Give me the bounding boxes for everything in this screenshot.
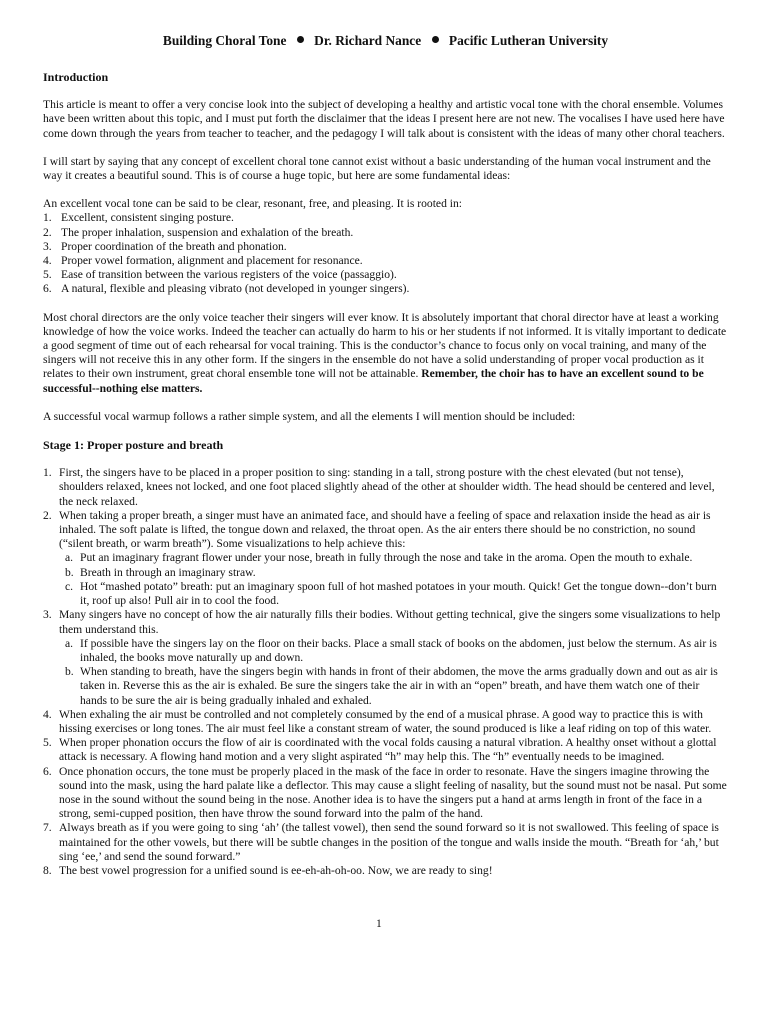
sublist-item-text: When standing to breath, have the singers begin with hands in front of their abdomen, the move the arms gradually down and out as air is taken in. Reverse this as the air is exhaled. Be sure the singers take the air in with an “open” breath, and have them watch one of their hands to be sure the air is being gradually inhaled and exhaled. — [80, 665, 718, 707]
document-title — [43, 33, 728, 49]
stage1-item — [43, 736, 728, 764]
stage1-item — [43, 708, 728, 736]
list-item-text: The proper inhalation, suspension and exhalation of the breath. — [61, 225, 354, 239]
warmup-paragraph: A successful vocal warmup follows a rather simple system, and all the elements I will mention should be included: — [43, 409, 576, 423]
stage1-item-text: Many singers have no concept of how the air naturally fills their bodies. Without getting technical, give the singers some visualizations to help them understand this. — [59, 608, 721, 636]
stage1-item-text: When taking a proper breath, a singer must have an animated face, and should have a feeling of space and relaxation inside the head as air is inhaled. The soft palate is lifted, the tongue down and relaxed, the throat open. As the air enters there should be no constriction, no sound (“silent breath, or warm breath”). Some visualizations to help achieve this: — [59, 508, 711, 551]
title-part-1: Building Choral Tone — [162, 33, 287, 48]
stage1-subitem — [65, 566, 728, 580]
stage1-subitem — [65, 551, 728, 565]
stage1-item — [43, 509, 728, 608]
list-number: 1. — [43, 466, 52, 480]
list-number: 2. — [43, 225, 52, 239]
stage1-item — [43, 821, 728, 864]
list-item-text: Proper vowel formation, alignment and placement for resonance. — [61, 254, 363, 268]
stage1-item-body — [59, 509, 728, 608]
tone-list-item — [43, 254, 728, 268]
bullet-separator-icon — [432, 36, 439, 43]
list-item-text: Proper coordination of the breath and phonation. — [61, 239, 287, 253]
sublist-item-text: Put an imaginary fragrant flower under your nose, breath in fully through the nose and take in the aroma. Open the mouth to exhale. — [80, 551, 693, 565]
stage1-heading: Stage 1: Proper posture and breath — [43, 438, 224, 453]
remember-line: Remember, the choir has to have an excellent sound to be successful--nothing else matters. — [43, 367, 704, 395]
sublist-item-text: Hot “mashed potato” breath: put an imaginary spoon full of hot mashed potatoes in your mouth. Quick! Get the tongue down--don’t burn it, roof up also! Pull air in to cool the food. — [80, 579, 717, 608]
page-number: 1 — [376, 917, 382, 930]
stage1-item-body — [59, 821, 728, 864]
list-number: 5. — [43, 268, 52, 282]
tone-lead: An excellent vocal tone can be said to be clear, resonant, free, and pleasing. It is rooted in: — [43, 197, 463, 211]
list-item-text: A natural, flexible and pleasing vibrato (not developed in younger singers). — [61, 282, 410, 296]
directors-paragraph — [43, 311, 728, 396]
stage1-item — [43, 466, 728, 509]
tone-list-item — [43, 282, 728, 296]
stage1-item-body — [59, 466, 728, 509]
sublist-letter: b. — [65, 565, 74, 579]
stage1-item-text: When exhaling the air must be controlled and not completely consumed by the end of a musical phrase. A good way to practice this is with hissing exercises or long tones. The air must feel like a constant stream of water, the sound produced is like a leaf riding on top of this water. — [59, 707, 712, 735]
tone-list-item — [43, 211, 728, 225]
list-number: 3. — [43, 239, 52, 253]
sublist-item-text: If possible have the singers lay on the floor on their backs. Place a small stack of books on the abdomen, just below the sternum. As air is inhaled, the books move naturally up and down. — [80, 636, 717, 664]
stage1-subitem — [65, 665, 728, 708]
sublist-letter: c. — [65, 579, 74, 593]
stage1-item-body — [59, 765, 728, 822]
sublist-letter: a. — [65, 551, 74, 565]
stage1-subitem — [65, 637, 728, 665]
sublist-letter: a. — [65, 636, 74, 650]
stage1-item-text: Always breath as if you were going to sing ‘ah’ (the tallest vowel), then send the sound forward so it is not swallowed. This feeling of space is maintained for the other vowels, but there will be subtle changes in the position of the tongue and walls inside the mouth. “Breath for ‘ah,’ but sing ‘ee,’ and send the sound forward.” — [59, 821, 719, 863]
list-number: 7. — [43, 821, 52, 835]
list-number: 3. — [43, 608, 52, 622]
stage1-item — [43, 864, 728, 878]
tone-list-item — [43, 240, 728, 254]
list-number: 8. — [43, 863, 52, 877]
stage1-item-body — [59, 708, 728, 736]
list-number: 6. — [43, 764, 52, 778]
stage1-item-text: The best vowel progression for a unified sound is ee-eh-ah-oh-oo. Now, we are ready to sing! — [59, 863, 493, 877]
list-number: 2. — [43, 508, 52, 522]
list-number: 4. — [43, 707, 52, 721]
document-page — [43, 30, 728, 878]
intro-paragraph-1: This article is meant to offer a very concise look into the subject of developing a healthy and artistic vocal tone with the choral ensemble. Volumes have been written about this topic, and I must put forth the disclaimer that the ideas I present here are not new. The vocalises I have used here have come down through the years from teacher to teacher, and the pedagogy I will talk about is consistent with the ideas of many other choral teachers. — [43, 98, 725, 140]
list-number: 6. — [43, 282, 52, 296]
list-number: 1. — [43, 211, 52, 225]
list-item-text: Excellent, consistent singing posture. — [61, 211, 234, 225]
stage1-list — [43, 466, 728, 878]
sublist-letter: b. — [65, 665, 74, 679]
stage1-item-body — [59, 736, 728, 764]
tone-list — [43, 211, 728, 296]
stage1-item-text: Once phonation occurs, the tone must be properly placed in the mask of the face in order to resonate. Have the singers imagine throwing the sound into the mask, using the hard palate like a deflector. This may cause a slight feeling of nasality, but the sound must not be nasal. Put some nose in the sound without the sound being in the nose. Another idea is to have the singers put a hand at arms length in front of the face in a strong, semi-cupped position, then have throw the sound forward into the palm of the hand. — [59, 764, 727, 821]
stage1-item-body — [59, 608, 728, 707]
list-item-text: Ease of transition between the various registers of the voice (passaggio). — [61, 268, 397, 282]
stage1-item — [43, 608, 728, 707]
stage1-sublist — [59, 551, 728, 608]
stage1-sublist — [59, 637, 728, 708]
title-part-2: Dr. Richard Nance — [314, 33, 422, 48]
title-part-3: Pacific Lutheran University — [448, 33, 609, 48]
tone-list-item — [43, 226, 728, 240]
sublist-item-text: Breath in through an imaginary straw. — [80, 565, 256, 579]
stage1-subitem — [65, 580, 728, 608]
list-number: 4. — [43, 254, 52, 268]
list-number: 5. — [43, 736, 52, 750]
tone-list-item — [43, 268, 728, 282]
intro-paragraph-2: I will start by saying that any concept of excellent choral tone cannot exist without a basic understanding of the human vocal instrument and the way it creates a beautiful sound. This is of course a huge topic, but here are some fundamental ideas: — [43, 154, 711, 183]
directors-text: Most choral directors are the only voice teacher their singers will ever know. It is absolutely important that choral director have at least a working knowledge of how the voice works. Indeed the teacher can actually do harm to his or her students if not informed. It is vitally important to dedicate a good segment of time out of each rehearsal for vocal training. This is the conductor’s chance to focus only on vocal training, and many of the singers will not receive this in any other form. If the singers in the ensemble do not have a solid understanding of proper vocal production as it relates to their own instrument, great choral ensemble tone will not be attainable. — [43, 310, 727, 381]
stage1-item-text: First, the singers have to be placed in a proper position to sing: standing in a tall, strong posture with the chest elevated (but not tense), shoulders relaxed, knees not locked, and one foot placed slightly ahead of the other at shoulder width. The head should be centered and level, the neck relaxed. — [59, 466, 715, 508]
bullet-separator-icon — [297, 36, 304, 43]
stage1-item — [43, 765, 728, 822]
introduction-heading: Introduction — [43, 70, 109, 84]
stage1-item-body — [59, 864, 728, 878]
stage1-item-text: When proper phonation occurs the flow of air is coordinated with the vocal folds causing a natural vibration. A healthy onset without a glottal attack is necessary. A flowing hand motion and a very slight aspirated “h” may help this. The “h” eventually needs to be imagined. — [59, 736, 717, 764]
